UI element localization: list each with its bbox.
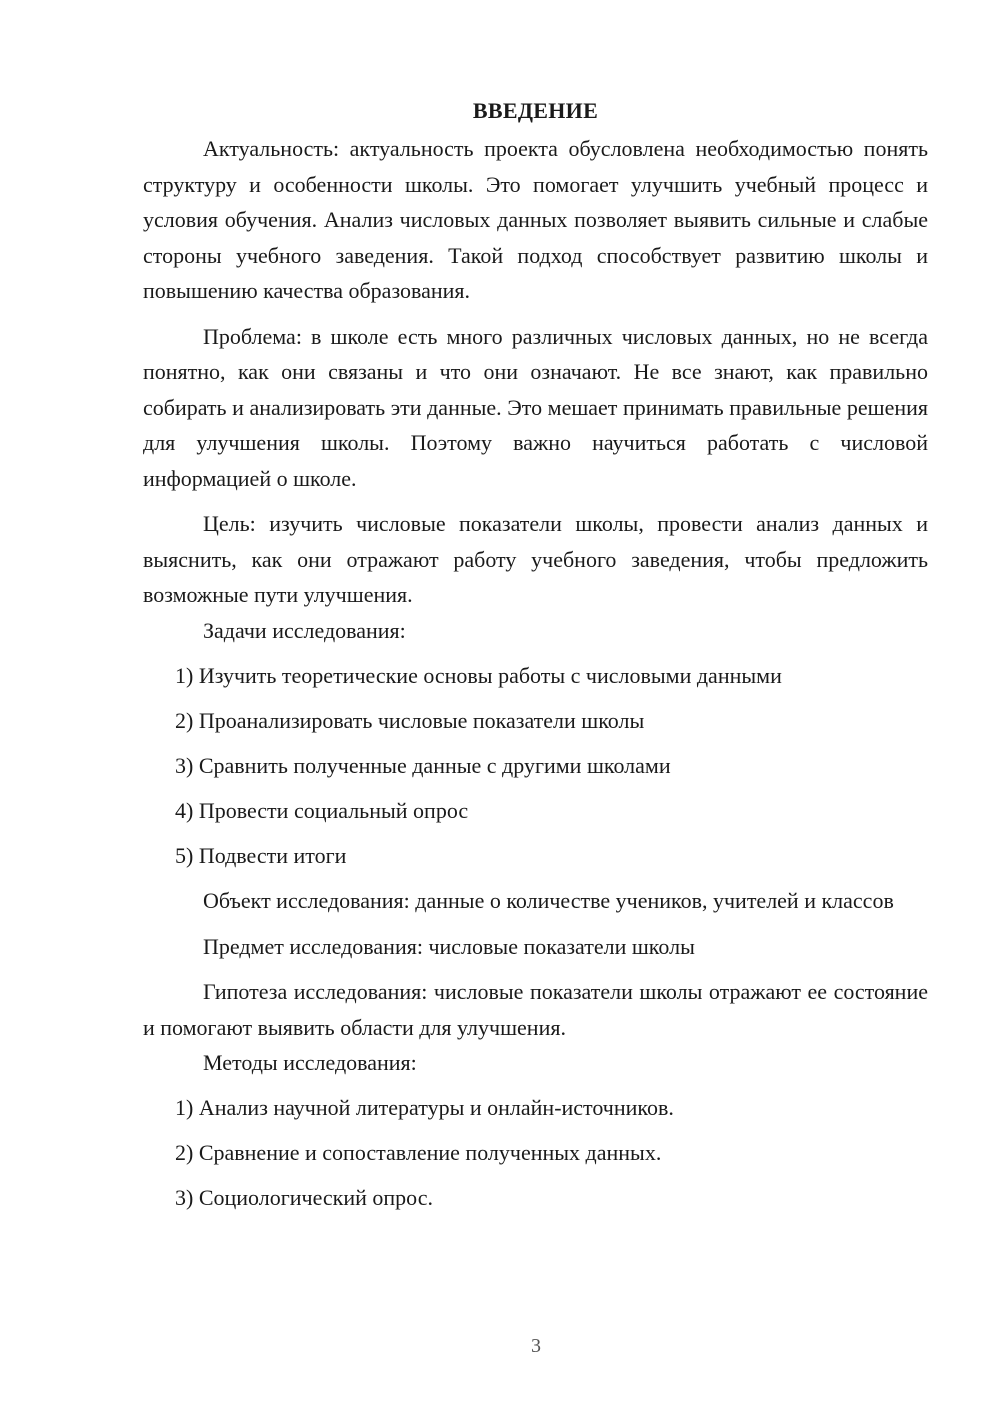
list-item: 3) Сравнить полученные данные с другими школами (175, 752, 671, 778)
methods-label: Методы исследования: (203, 1050, 417, 1075)
object-paragraph: Объект исследования: данные о количестве учеников, учителей и классов (203, 888, 894, 913)
page-title: ВВЕДЕНИЕ (472, 98, 599, 123)
tasks-list (143, 658, 928, 874)
list-item: 5) Подвести итоги (175, 842, 347, 868)
hypothesis-paragraph: Гипотеза исследования: числовые показатели школы отражают ее состояние и помогают выявить области для улучшения. (143, 979, 928, 1040)
list-item: 1) Изучить теоретические основы работы с числовыми данными (175, 662, 782, 688)
tasks-label: Задачи исследования: (203, 617, 406, 643)
list-item: 3) Социологический опрос. (175, 1185, 433, 1210)
document-page (143, 96, 928, 1216)
list-item: 2) Сравнение и сопоставление полученных данных. (175, 1140, 662, 1165)
page-number: 3 (531, 1335, 541, 1357)
methods-list (143, 1090, 928, 1216)
relevance-paragraph: Актуальность: актуальность проекта обусловлена необходимостью понять структуру и особенности школы. Это помогает улучшить учебный процесс и условия обучения. Анализ числовых данных позволяет выявить сильные и слабые стороны учебного заведения. Такой подход способствует развитию школы и повышению качества образования. (143, 136, 928, 303)
list-item: 2) Проанализировать числовые показатели школы (175, 707, 645, 733)
list-item: 4) Провести социальный опрос (175, 797, 469, 823)
subject-paragraph: Предмет исследования: числовые показатели школы (203, 933, 695, 959)
problem-paragraph: Проблема: в школе есть много различных числовых данных, но не всегда понятно, как они связаны и что они означают. Не все знают, как правильно собирать и анализировать эти данные. Это мешает принимать правильные решения для улучшения школы. Поэтому важно научиться работать с числовой информацией о школе. (143, 323, 928, 491)
list-item: 1) Анализ научной литературы и онлайн-источников. (175, 1095, 674, 1120)
goal-paragraph: Цель: изучить числовые показатели школы, провести анализ данных и выяснить, как они отражают работу учебного заведения, чтобы предложить возможные пути улучшения. (143, 511, 928, 607)
